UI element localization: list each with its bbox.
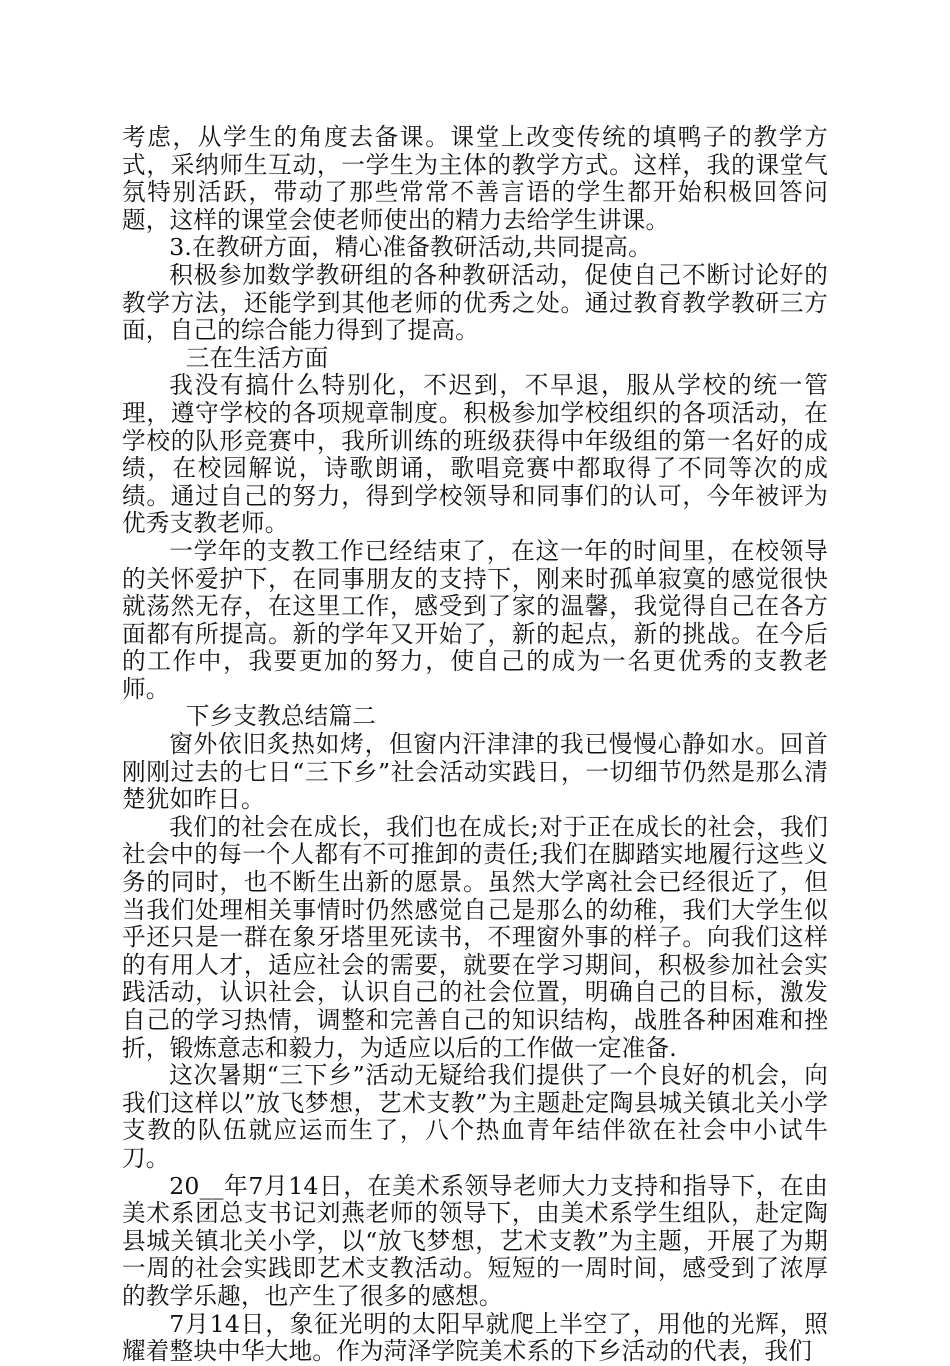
paragraph-life: 我没有搞什么特别化，不迟到，不早退，服从学校的统一管理，遵守学校的各项规章制度。积极参加学校组织的各项活动，在学校的队形竞赛中，我所训练的班级获得中年级组的第一名好的成绩，在校园解说，诗歌朗诵，歌唱竞赛中都取得了不同等次的成绩。通过自己的努力，得到学校领导和同事们的认可，今年被评为优秀支教老师。 [122,371,828,538]
paragraph-continuation: 考虑，从学生的角度去备课。课堂上改变传统的填鸭子的教学方式，采纳师生互动，一学生为主体的教学方式。这样，我的课堂气氛特别活跃，带动了那些常常不善言语的学生都开始积极回答问题，这样的课堂会使老师使出的精力去给学生讲课。 [122,123,828,234]
section-heading-life: 三在生活方面 [185,343,329,372]
paragraph-summary: 一学年的支教工作已经结束了，在这一年的时间里，在校领导的关怀爱护下，在同事朋友的支持下，刚来时孤单寂寞的感觉很快就荡然无存，在这里工作，感受到了家的温馨，我觉得自己在各方面都有所提高。新的学年又开始了，新的起点，新的挑战。在今后的工作中，我要更加的努力，使自己的成为一名更优秀的支教老师。 [122,536,828,703]
paragraph-research: 积极参加数学教研组的各种教研活动，促使自己不断讨论好的教学方法，还能学到其他老师的优秀之处。通过教育教学教研三方面，自己的综合能力得到了提高。 [122,260,828,345]
paragraph-research-heading: 3.在教研方面，精心准备教研活动,共同提高。 [169,233,652,262]
paragraph-july: 7月14日，象征光明的太阳早就爬上半空了，用他的光辉，照耀着整块中华大地。作为菏泽学院美术系的下乡活动的代表，我们 [122,1309,828,1366]
paragraph-opportunity: 这次暑期“三下乡”活动无疑给我们提供了一个良好的机会，向我们这样以”放飞梦想，艺术支教”为主题赴定陶县城关镇北关小学支教的队伍就应运而生了，八个热血青年结伴欲在社会中小试牛刀。 [122,1061,828,1172]
document-body [122,124,828,1366]
paragraph-society: 我们的社会在成长，我们也在成长;对于正在成长的社会，我们社会中的每一个人都有不可推卸的责任;我们在脚踏实地履行这些义务的同时，也不断生出新的愿景。虽然大学离社会已经很近了，但当我们处理相关事情时仍然感觉自己是那么的幼稚，我们大学生似乎还只是一群在象牙塔里死读书，不理窗外事的样子。向我们这样的有用人才，适应社会的需要，就要在学习期间，积极参加社会实践活动，认识社会，认识自己的社会位置，明确自己的目标，激发自己的学习热情，调整和完善自己的知识结构，战胜各种困难和挫折，锻炼意志和毅力，为适应以后的工作做一定准备. [122,812,828,1062]
paragraph-date: 20__年7月14日，在美术系领导老师大力支持和指导下，在由美术系团总支书记刘燕老师的领导下，由美术系学生组队，赴定陶县城关镇北关小学，以“放飞梦想，艺术支教”为主题，开展了为期一周的社会实践即艺术支教活动。短短的一周时间，感受到了浓厚的教学乐趣，也产生了很多的感想。 [122,1171,828,1310]
section-heading-part-two: 下乡支教总结篇二 [185,702,377,731]
paragraph-opening: 窗外依旧炙热如烤，但窗内汗津津的我已慢慢心静如水。回首刚刚过去的七日“三下乡”社会活动实践日，一切细节仍然是那么清楚犹如昨日。 [122,730,828,814]
